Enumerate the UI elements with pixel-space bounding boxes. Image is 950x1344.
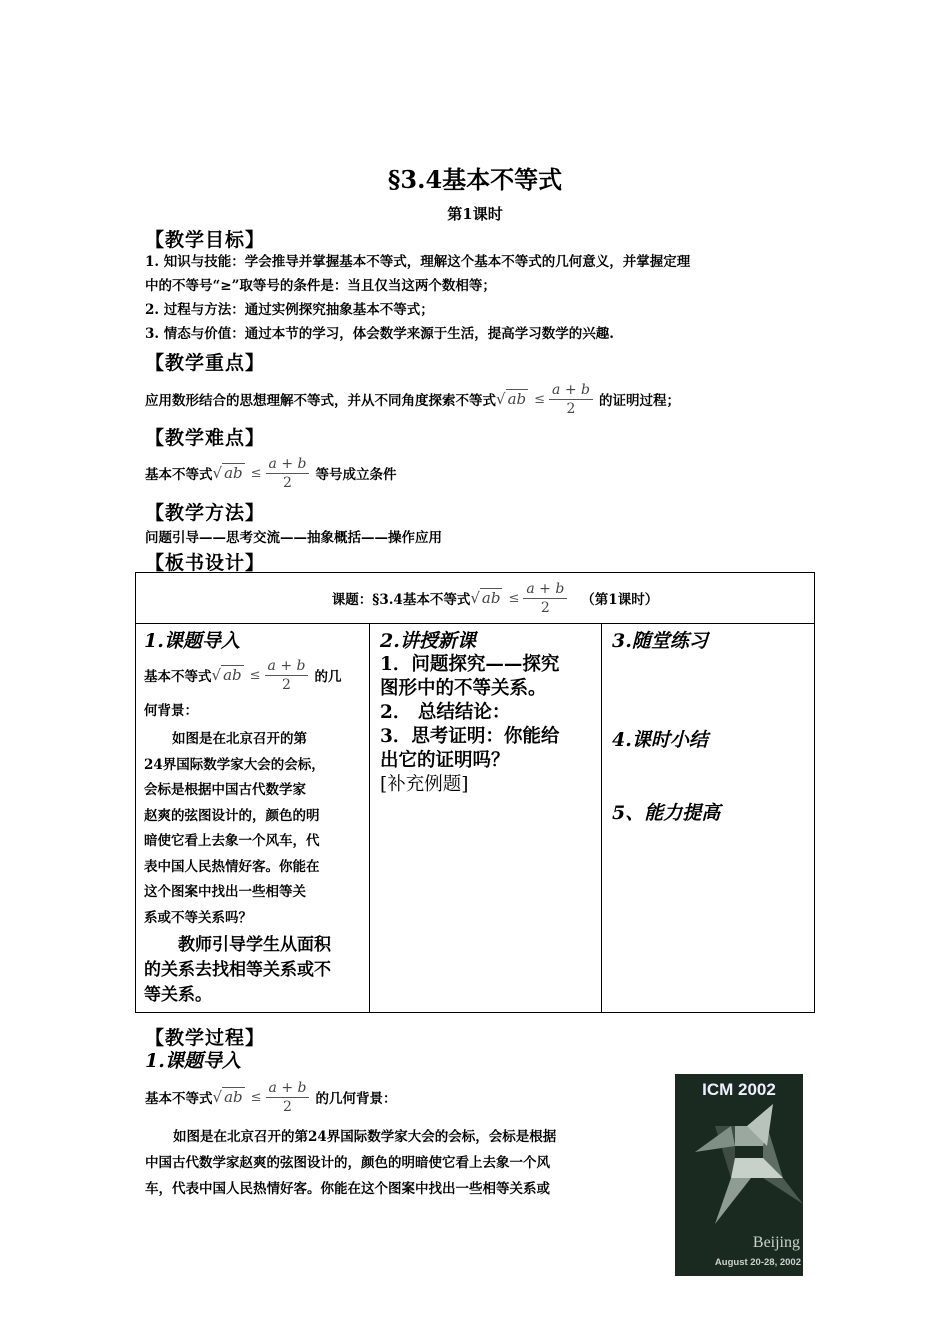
col1-note-line: 教师引导学生从面积 [178, 935, 331, 955]
fraction-a-plus-b-over-2: $\frac{a + b}{2}$ [523, 581, 567, 616]
col2-line: 1．问题探究——探究 [380, 654, 560, 675]
heading-key-points: 【教学重点】 [145, 352, 266, 374]
lesson-number: 第1课时 [447, 205, 503, 223]
col1-line: 会标是根据中国古代数学家 [144, 782, 306, 798]
col1-pre: 基本不等式 [144, 669, 212, 685]
col1-line: 何背景： [144, 703, 198, 719]
col1-line: 表中国人民热情好客。你能在 [144, 858, 320, 875]
col2-line: 出它的证明吗？ [380, 750, 510, 771]
process-paragraph [145, 1124, 665, 1202]
goal-1b: 中的不等号“≥”取等号的条件是：当且仅当这两个数相等； [145, 278, 496, 294]
page-title: §3.4基本不等式 [387, 165, 563, 194]
col1-post: 的几 [314, 669, 342, 685]
col1-note-line: 等关系。 [144, 985, 212, 1005]
sqrt-ab: √ ab [212, 1088, 243, 1106]
goal-2: 2. 过程与方法：通过实例探究抽象基本不等式； [145, 302, 434, 318]
col3-heading-practice: 3.随堂练习 [612, 630, 708, 652]
le-sign: ≤ [250, 1089, 262, 1105]
heading-board-design: 【板书设计】 [145, 552, 266, 574]
col1-teacher-note [144, 933, 363, 1008]
fraction-a-plus-b-over-2: $\frac{a + b}{2}$ [265, 658, 309, 693]
process-line: 如图是在北京召开的第24界国际数学家大会的会标，会标是根据 [173, 1129, 557, 1145]
process-formula-line [145, 1074, 396, 1120]
fraction-a-plus-b-over-2: $\frac{a + b}{2}$ [549, 382, 593, 417]
col1-line: 系或不等关系吗？ [144, 909, 252, 926]
diff-text-post: 等号成立条件 [315, 467, 397, 483]
col3-heading-summary: 4.课时小结 [612, 729, 708, 751]
le-sign: ≤ [508, 590, 520, 606]
icm-2002-logo [675, 1074, 803, 1276]
process-line: 车，代表中国人民热情好客。你能在这个图案中找出一些相等关系或 [145, 1181, 550, 1197]
heading-difficulty: 【教学难点】 [145, 427, 266, 449]
process-subheading: 1.课题导入 [145, 1050, 241, 1072]
logo-city: Beijing [752, 1234, 800, 1251]
heading-method: 【教学方法】 [145, 502, 266, 524]
method-text: 问题引导——思考交流——抽象概括——操作应用 [145, 530, 442, 546]
process-line: 中国古代数学家赵爽的弦图设计的，颜色的明暗使它看上去象一个风 [145, 1155, 550, 1171]
le-sign: ≤ [249, 667, 261, 683]
goal-1a: 1. 知识与技能：学会推导并掌握基本不等式，理解这个基本不等式的几何意义，并掌握定理 [145, 254, 691, 270]
col2-line: [补充例题] [380, 774, 469, 795]
col1-line: 暗使它看上去象一个风车，代 [144, 833, 320, 849]
key-point-line [145, 376, 680, 422]
col1-line: 赵爽的弦图设计的，颜色的明 [144, 807, 320, 824]
fraction-a-plus-b-over-2: $\frac{a + b}{2}$ [266, 1080, 310, 1115]
diff-text-pre: 基本不等式 [145, 467, 213, 483]
col2-heading: 2.讲授新课 [380, 630, 476, 652]
logo-date: August 20-28, 2002 [714, 1257, 801, 1268]
col2-line: 3．思考证明：你能给 [380, 726, 560, 747]
goal-3: 3. 情态与价值：通过本节的学习，体会数学来源于生活，提高学习数学的兴趣. [145, 326, 614, 342]
sqrt-ab: √ ab [211, 666, 242, 684]
board-column-1 [136, 624, 370, 1013]
board-header-cell [136, 573, 815, 624]
le-sign: ≤ [250, 465, 262, 481]
process-pre: 基本不等式 [145, 1091, 213, 1107]
sqrt-ab: √ ab [470, 589, 501, 607]
col2-line: 图形中的不等关系。 [380, 678, 547, 699]
board-column-3 [602, 624, 815, 1013]
logo-title: ICM 2002 [702, 1080, 776, 1099]
sqrt-ab: √ ab [212, 464, 243, 482]
board-column-2 [370, 624, 602, 1013]
col1-heading: 1.课题导入 [144, 630, 240, 652]
col1-formula-line [144, 653, 341, 697]
board-head-text: 课题：§3.4基本不等式 [331, 592, 471, 608]
col1-paragraph [144, 727, 363, 931]
board-head-lesson: （第1课时） [581, 592, 659, 608]
col2-line: 2． 总结结论： [380, 702, 511, 723]
heading-goals: 【教学目标】 [145, 229, 266, 251]
heading-process: 【教学过程】 [145, 1027, 266, 1049]
sqrt-ab: √ ab [496, 390, 527, 408]
col1-line: 如图是在北京召开的第 [172, 731, 307, 747]
col3-heading-improve: 5、能力提高 [612, 802, 721, 824]
board-design-table [135, 572, 815, 1013]
key-text-pre: 应用数形结合的思想理解不等式，并从不同角度探索不等式 [145, 393, 496, 409]
difficulty-line [145, 450, 396, 496]
key-text-post: 的证明过程； [598, 393, 680, 409]
col1-line: 这个图案中找出一些相等关 [144, 884, 306, 900]
fraction-a-plus-b-over-2: $\frac{a + b}{2}$ [266, 456, 310, 491]
col1-note-line: 的关系去找相等关系或不 [144, 960, 331, 980]
col1-line: 24界国际数学家大会的会标， [144, 756, 325, 773]
process-post: 的几何背景： [315, 1091, 397, 1107]
le-sign: ≤ [534, 391, 546, 407]
goals-block [145, 250, 825, 346]
